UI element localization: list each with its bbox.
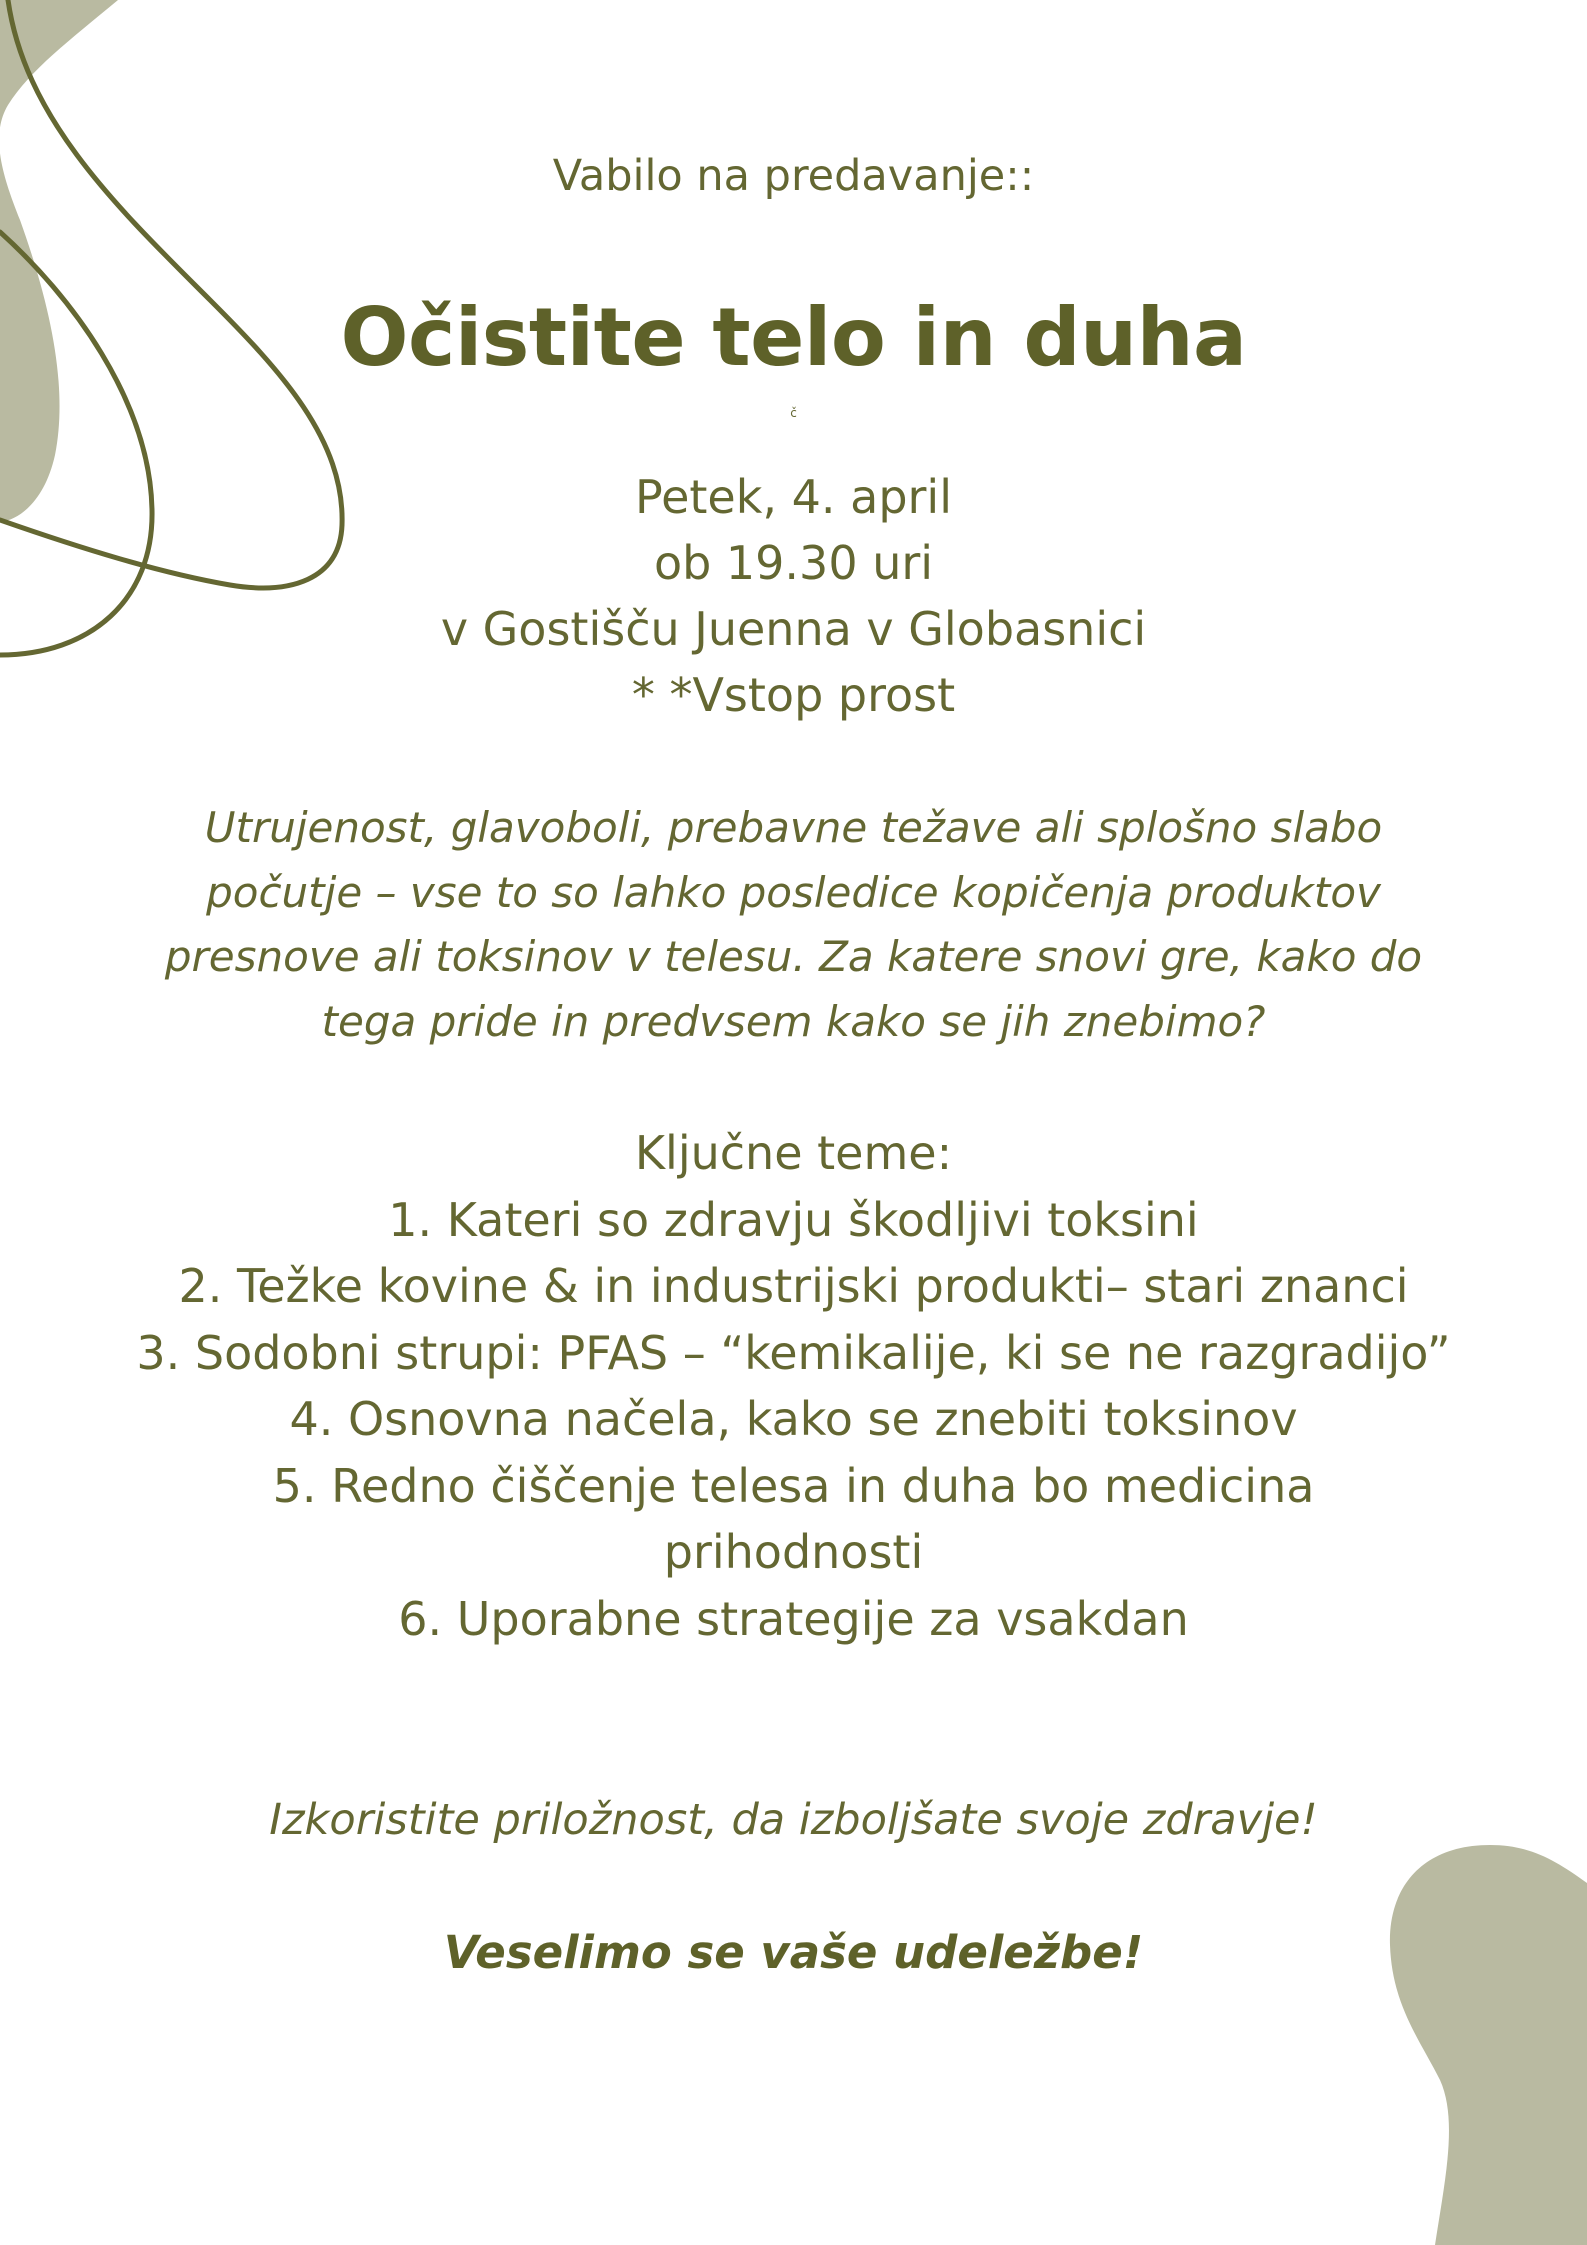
event-details (0, 464, 1587, 728)
description-line: počutje – vse to so lahko posledice kopičenja produktov (206, 867, 1381, 917)
topics-heading: Ključne teme: (634, 1126, 953, 1180)
description-paragraph (0, 796, 1587, 1054)
description-line: tega pride in predvsem kako se jih znebimo? (321, 996, 1266, 1046)
tiny-mark: č (790, 406, 797, 420)
call-to-action: Izkoristite priložnost, da izboljšate svoje zdravje! (269, 1795, 1318, 1845)
invitation-title: Očistite telo in duha (340, 291, 1247, 384)
topic-item: 6. Uporabne strategije za vsakdan (398, 1591, 1189, 1646)
bottom-right-blob-shape (1390, 1845, 1587, 2245)
event-venue: v Gostišču Juenna v Globasnici (440, 602, 1147, 656)
topic-item: 4. Osnovna načela, kako se znebiti toksinov (289, 1392, 1298, 1446)
key-topics (0, 1120, 1587, 1652)
top-left-blob-shape (0, 0, 118, 522)
description-line: Utrujenost, glavoboli, prebavne težave ali splošno slabo (204, 803, 1383, 852)
event-entry-note: * *Vstop prost (631, 668, 956, 722)
event-date: Petek, 4. april (635, 470, 952, 524)
invitation-intro: Vabilo na predavanje:: (552, 151, 1035, 201)
topic-item: 2. Težke kovine & in industrijski produkti– stari znanci (178, 1259, 1409, 1313)
topic-item-continuation: prihodnosti (663, 1525, 924, 1579)
topic-item: 5. Redno čiščenje telesa in duha bo medicina (272, 1458, 1315, 1513)
description-line: presnove ali toksinov v telesu. Za katere snovi gre, kako do (164, 932, 1423, 981)
event-time: ob 19.30 uri (653, 536, 934, 590)
closing-line: Veselimo se vaše udeležbe! (443, 1926, 1144, 1979)
topic-item: 3. Sodobni strupi: PFAS – “kemikalije, ki se ne razgradijo” (136, 1325, 1451, 1380)
topic-item: 1. Kateri so zdravju škodljivi toksini (388, 1192, 1199, 1247)
